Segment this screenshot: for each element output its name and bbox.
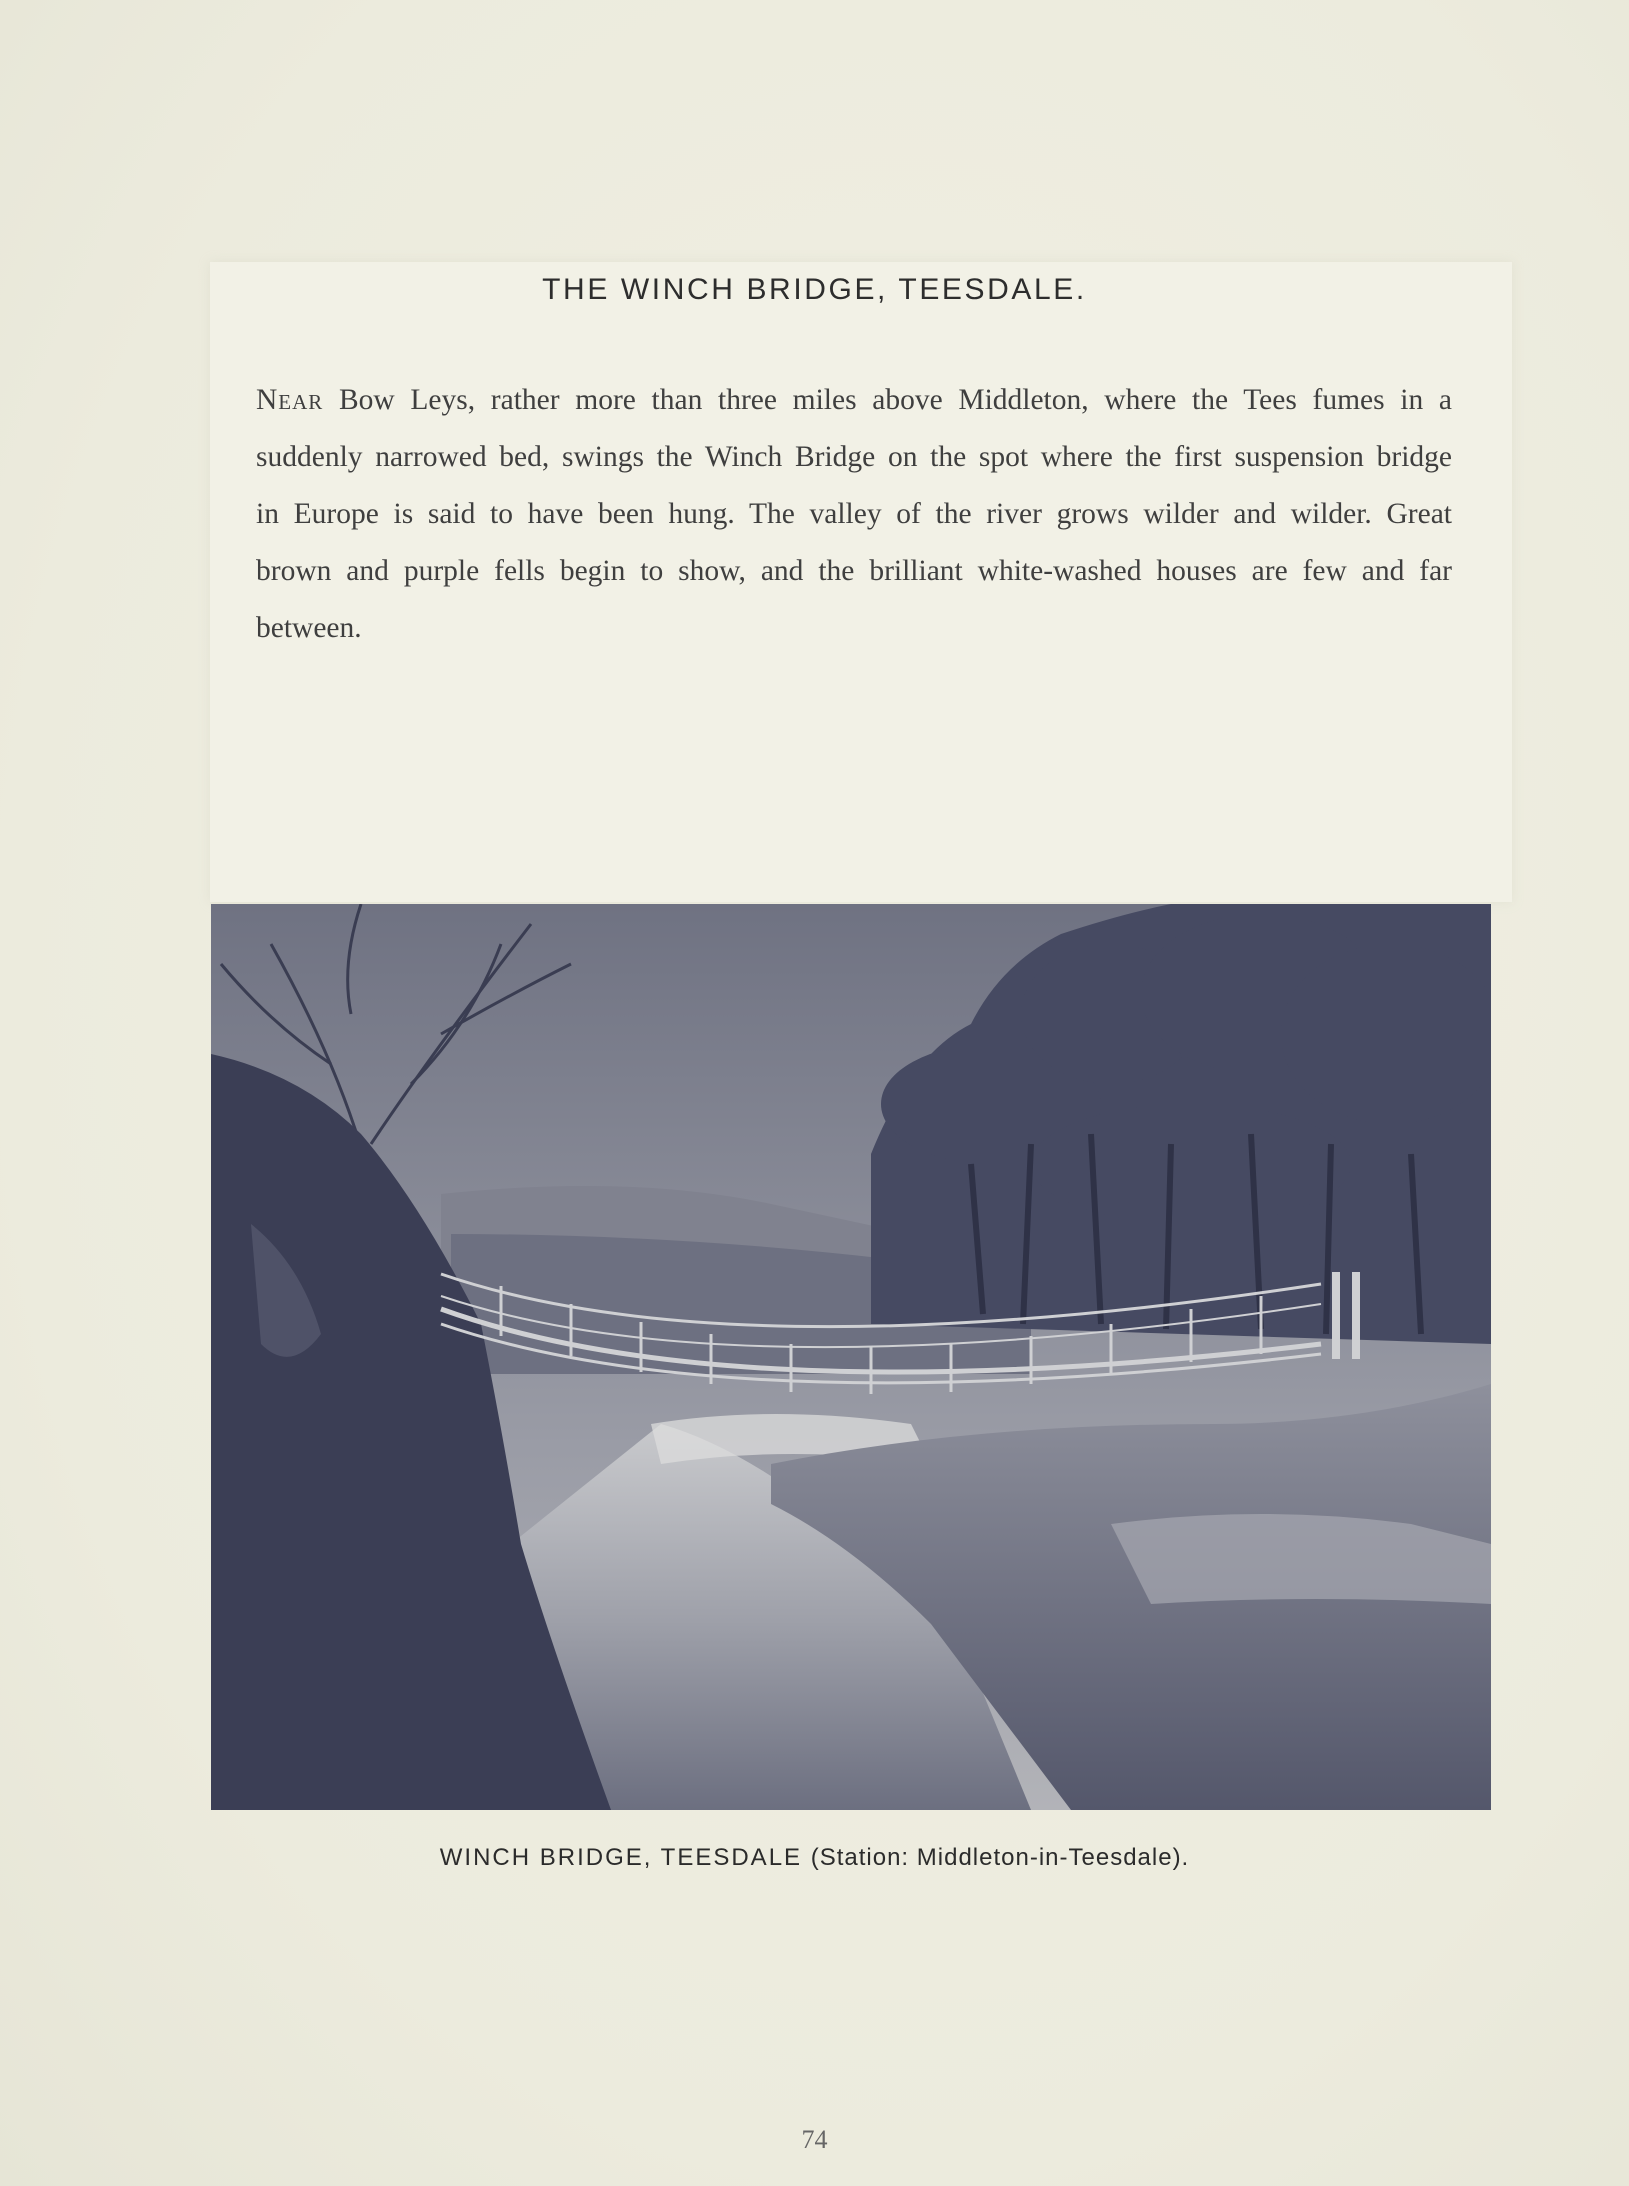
body-paragraph <box>256 372 1452 657</box>
photo-caption <box>0 1844 1629 1872</box>
bridge-illustration <box>211 904 1491 1810</box>
winch-bridge-photo <box>211 904 1491 1810</box>
caption-station: (Station: Middleton-in-Teesdale). <box>810 1844 1190 1871</box>
page-title: THE WINCH BRIDGE, TEESDALE. <box>542 273 1087 306</box>
paragraph-text: Bow Leys, rather more than three miles above Middleton, where the Tees fumes in a suddenly narrowed bed, swings the Winch Bridge on the spot where the first suspension bridge in Europe is said to have been hung. The valley of the river grows wilder and wilder. Great brown and purple fells begin to show, and the brilliant white-washed houses are few and far between. <box>256 384 1453 644</box>
caption-title: WINCH BRIDGE, TEESDALE <box>439 1844 803 1871</box>
paragraph-lead-word: Near <box>256 384 324 416</box>
page-number: 74 <box>801 2125 828 2154</box>
